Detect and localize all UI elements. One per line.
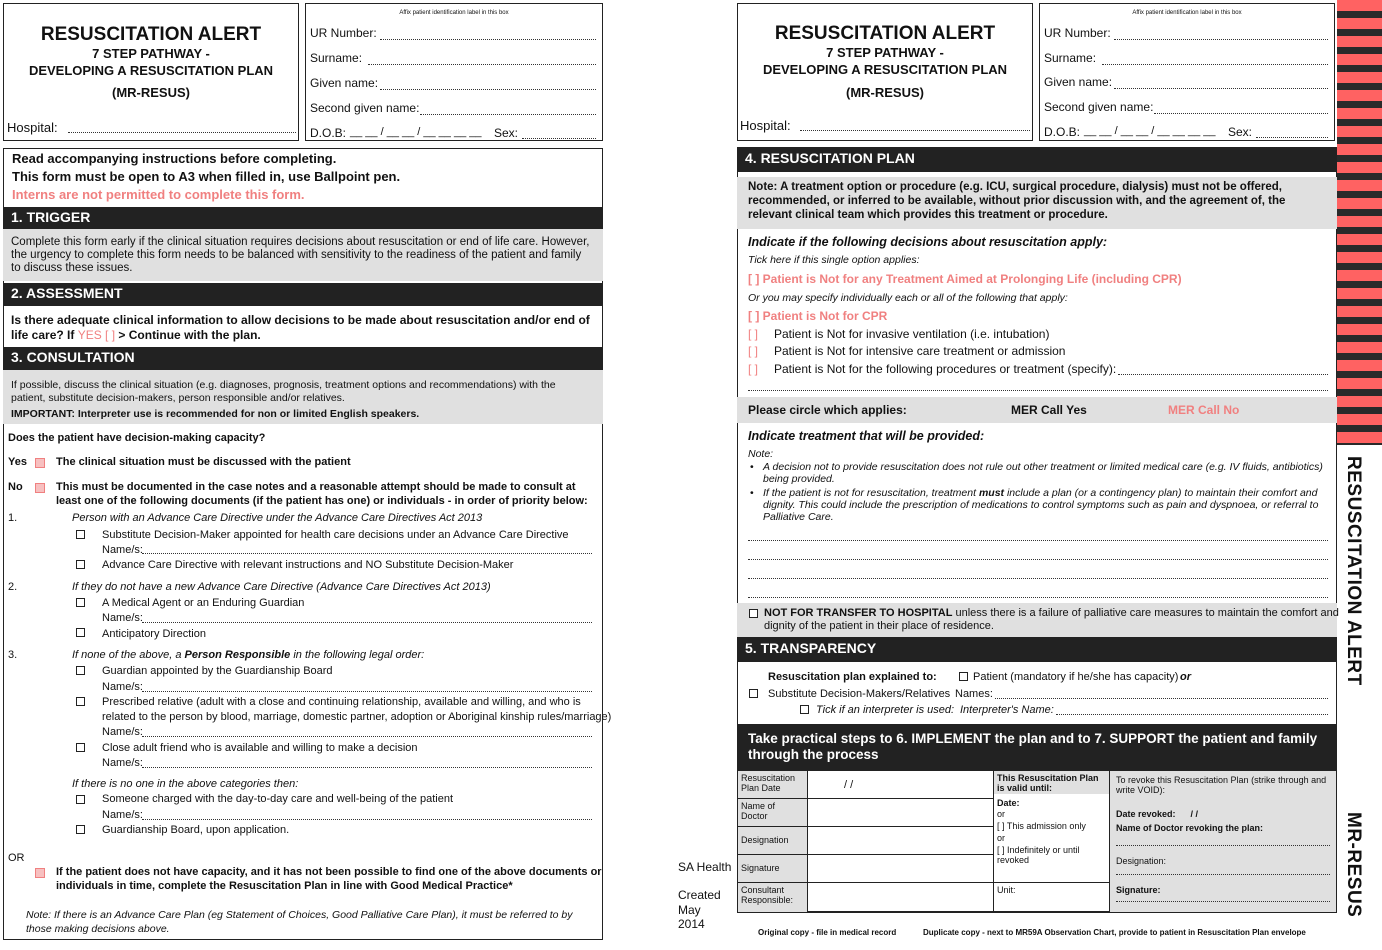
ventilation-bracket[interactable]: [ ] xyxy=(748,327,759,341)
revoke-signature-field[interactable] xyxy=(1116,895,1330,902)
ventilation-option: Patient is Not for invasive ventilation (i.e. intubation) xyxy=(774,327,1050,341)
implement-line-1: Take practical steps to 6. IMPLEMENT the plan and to 7. SUPPORT the patient and family xyxy=(748,731,1318,746)
good-medical-practice-checkbox[interactable] xyxy=(35,868,45,878)
no-text-2: least one of the following documents (if the patient has one) or individuals - in order of priority below: xyxy=(56,495,588,507)
given-name-field[interactable] xyxy=(380,89,596,90)
hospital-label: Hospital: xyxy=(740,118,791,133)
dob-label: D.O.B: xyxy=(310,126,347,140)
surname-label: Surname: xyxy=(1044,51,1097,65)
medical-agent-label: A Medical Agent or an Enduring Guardian xyxy=(102,597,305,609)
not-for-any-treatment-option[interactable]: [ ] Patient is Not for any Treatment Aimed at Prolonging Life (including CPR) xyxy=(748,272,1182,286)
assessment-question: Is there adequate clinical information to allow decisions to be made about resuscitation and/or end of xyxy=(11,313,590,327)
plan-date-separator: / / xyxy=(844,779,854,791)
form-subtitle: 7 STEP PATHWAY - xyxy=(826,45,944,60)
form-subtitle: 7 STEP PATHWAY - xyxy=(92,46,210,61)
sex-label: Sex: xyxy=(494,126,519,140)
or-label: or xyxy=(1180,671,1191,683)
date-revoked-row[interactable] xyxy=(1116,809,1330,819)
medical-agent-names-field[interactable] xyxy=(142,622,592,623)
surname-field[interactable] xyxy=(368,64,596,65)
sa-health-label: SA Health xyxy=(678,860,732,874)
bullet-2-part-1: If the patient is not for resuscitation, treatment xyxy=(763,487,979,499)
no-text-1: This must be documented in the case notes and a reasonable attempt should be made to consult at xyxy=(56,481,576,493)
intro-line-3: Interns are not permitted to complete this form. xyxy=(12,187,305,202)
valid-date-label: Date: xyxy=(997,798,1020,808)
this-admission-option[interactable]: [ ] This admission only xyxy=(997,821,1086,831)
hospital-field[interactable] xyxy=(800,130,1030,131)
doctor-name-field[interactable] xyxy=(808,799,994,827)
interpreter-name-label: Interpreter's Name: xyxy=(960,704,1054,716)
valid-until-cell[interactable] xyxy=(994,771,1110,883)
unit-label: Unit: xyxy=(997,885,1016,895)
decisions-heading: Indicate if the following decisions about resuscitation apply: xyxy=(748,235,1108,249)
not-for-transfer-checkbox[interactable] xyxy=(749,609,758,618)
treatment-line-3[interactable] xyxy=(748,578,1328,579)
day-to-day-carer-checkbox[interactable] xyxy=(76,795,85,804)
guardian-label: Guardian appointed by the Guardianship Board xyxy=(102,665,333,677)
sdm-names-field[interactable] xyxy=(995,698,1328,699)
acd-label: Advance Care Directive with relevant instructions and NO Substitute Decision-Maker xyxy=(102,559,514,571)
bullet-2-part-2: include a plan (or a contingency plan) to maintain their comfort and xyxy=(1004,487,1318,499)
gmp-text-2: individuals in time, complete the Resuscitation Plan in line with Good Medical Practice* xyxy=(56,880,513,892)
friend-names-field[interactable] xyxy=(142,767,592,768)
names-label: Names: xyxy=(955,688,993,700)
important-label: IMPORTANT: xyxy=(11,408,75,420)
prescribed-relative-label-2: related to the person by blood, marriage, domestic partner, adoption or Aboriginal kinship rules/marriage) xyxy=(102,711,612,723)
names-label: Name/s: xyxy=(102,726,143,738)
doctor-name-label: Name of Doctor xyxy=(738,799,808,827)
interpreter-name-field[interactable] xyxy=(1056,714,1328,715)
second-given-name-field[interactable] xyxy=(420,114,596,115)
doctor-revoking-label: Name of Doctor revoking the plan: xyxy=(1116,823,1264,833)
signature-label: Signature xyxy=(738,855,808,883)
dob-field[interactable]: __ __ / __ __ / __ __ __ __ xyxy=(350,126,482,138)
trigger-text: Complete this form early if the clinical situation requires decisions about resuscitation or end of life care. However, the urgency to complete this form needs to be balanced with sensitivity to the readiness of the patient and family to discuss these issues. xyxy=(11,236,590,274)
important-note xyxy=(11,408,419,421)
close-friend-checkbox[interactable] xyxy=(76,743,85,752)
surname-label: Surname: xyxy=(310,51,363,65)
carer-names-field[interactable] xyxy=(142,819,592,820)
no-label: No xyxy=(8,481,23,493)
anticipatory-direction-checkbox[interactable] xyxy=(76,628,85,637)
sex-field[interactable] xyxy=(1256,137,1328,138)
bullet-2-text-c: Palliative Care. xyxy=(763,511,834,523)
dob-field[interactable]: __ __ / __ __ / __ __ __ __ xyxy=(1084,125,1216,137)
intro-line-2: This form must be open to A3 when filled in, use Ballpoint pen. xyxy=(12,169,401,184)
date-revoked-separator: / / xyxy=(1190,809,1199,819)
anticipatory-direction-label: Anticipatory Direction xyxy=(102,628,206,640)
plan-note-2: recommended, or inferred to be available, without prior discussion with, and the agreement of, the xyxy=(748,195,1286,207)
not-for-cpr-option[interactable]: [ ] Patient is Not for CPR xyxy=(748,309,888,323)
yes-capacity-checkbox[interactable] xyxy=(35,458,45,468)
plan-heading: 4. RESUSCITATION PLAN xyxy=(737,147,1337,172)
icu-option: Patient is Not for intensive care treatment or admission xyxy=(774,344,1066,358)
patient-label-box[interactable] xyxy=(305,3,603,141)
sdm-names-field[interactable] xyxy=(142,553,592,554)
or-label: OR xyxy=(8,852,25,864)
priority-1-number: 1. xyxy=(8,512,18,524)
yes-label: Yes xyxy=(8,456,27,468)
person-responsible: Person Responsible xyxy=(184,649,291,661)
interpreter-tick-label: Tick if an interpreter is used: xyxy=(816,704,955,716)
revoke-designation-field[interactable] xyxy=(1116,866,1330,875)
not-for-transfer-text-2: dignity of the patient in their place of residence. xyxy=(764,620,994,632)
treatment-heading: Indicate treatment that will be provided: xyxy=(748,429,985,443)
priority-3-text-a: If none of the above, a xyxy=(72,649,185,661)
trigger-heading: 1. TRIGGER xyxy=(3,207,603,229)
important-text: Interpreter use is recommended for non or limited English speakers. xyxy=(74,408,420,420)
names-label: Name/s: xyxy=(102,681,143,693)
explained-label: Resuscitation plan explained to: xyxy=(768,671,937,683)
prescribed-relative-label: Prescribed relative (adult with a close and continuing relationship, available and willing, and who is xyxy=(102,696,581,708)
side-stripe xyxy=(1337,0,1382,445)
guardian-checkbox[interactable] xyxy=(76,666,85,675)
form-subtitle: DEVELOPING A RESUSCITATION PLAN xyxy=(28,63,274,78)
bullet-2-must: must xyxy=(978,487,1005,499)
transparency-heading: 5. TRANSPARENCY xyxy=(737,637,1337,662)
created-label: Created xyxy=(678,888,721,902)
form-code: (MR-RESUS) xyxy=(846,85,924,100)
hospital-label: Hospital: xyxy=(7,120,58,135)
close-friend-label: Close adult friend who is available and willing to make a decision xyxy=(102,742,418,754)
guardianship-board-checkbox[interactable] xyxy=(76,825,85,834)
mer-call-yes[interactable]: MER Call Yes xyxy=(1011,403,1087,417)
right-title-box xyxy=(737,3,1033,141)
dob-label: D.O.B: xyxy=(1044,125,1081,139)
created-month: May xyxy=(678,903,701,917)
designation-field[interactable] xyxy=(808,827,994,855)
created-year: 2014 xyxy=(678,917,705,931)
patient-explained-label: Patient (mandatory if he/she has capacity) xyxy=(973,671,1179,683)
second-given-name-label: Second given name: xyxy=(1044,100,1154,114)
sex-field[interactable] xyxy=(522,138,596,139)
assessment-heading: 2. ASSESSMENT xyxy=(3,283,603,306)
doctor-revoking-field[interactable] xyxy=(1116,833,1330,846)
bullet-1: • xyxy=(750,461,754,473)
tick-single-label: Tick here if this single option applies: xyxy=(748,254,920,266)
procedures-bracket[interactable]: [ ] xyxy=(748,362,759,376)
patient-explained-checkbox[interactable] xyxy=(959,672,968,681)
revoke-cell[interactable] xyxy=(1110,771,1337,913)
plan-note-3: relevant clinical team which provides this treatment or procedure. xyxy=(748,209,1108,221)
icu-bracket[interactable]: [ ] xyxy=(748,344,759,358)
date-revoked-label: Date revoked: xyxy=(1116,809,1176,819)
treatment-line-1[interactable] xyxy=(748,540,1328,541)
priority-1-heading: Person with an Advance Care Directive under the Advance Care Directives Act 2013 xyxy=(72,512,483,524)
names-label: Name/s: xyxy=(102,612,143,624)
assessment-continue-text: > Continue with the plan. xyxy=(115,328,261,342)
day-to-day-carer-label: Someone charged with the day-to-day care and well-being of the patient xyxy=(102,793,453,805)
implement-heading xyxy=(737,724,1337,770)
not-for-transfer-rest: unless there is a failure of palliative care measures to maintain the comfort and xyxy=(952,607,1339,619)
designation-label: Designation xyxy=(738,827,808,855)
no-capacity-checkbox[interactable] xyxy=(35,483,45,493)
treatment-line-4[interactable] xyxy=(748,597,1328,598)
intro-line-1: Read accompanying instructions before completing. xyxy=(12,151,337,166)
second-given-name-field[interactable] xyxy=(1154,113,1328,114)
priority-2-number: 2. xyxy=(8,581,18,593)
or-specify-label: Or you may specify individually each or all of the following that apply: xyxy=(748,292,1068,304)
affix-note: Affix patient identification label in this box xyxy=(399,10,509,16)
prescribed-relative-checkbox[interactable] xyxy=(76,697,85,706)
hospital-field[interactable] xyxy=(68,132,296,133)
ur-number-label: UR Number: xyxy=(1044,26,1111,40)
revoke-designation-label: Designation: xyxy=(1116,856,1167,866)
given-name-label: Given name: xyxy=(1044,75,1113,89)
gmp-text-1: If the patient does not have capacity, and it has not been possible to find one of the above documents or xyxy=(56,866,602,878)
valid-until-heading: This Resuscitation Plan is valid until: xyxy=(994,771,1109,794)
guardian-names-field[interactable] xyxy=(142,691,592,692)
bullet-2: • xyxy=(750,487,754,499)
side-alert-label: RESUSCITATION ALERT xyxy=(1343,456,1364,686)
circle-label: Please circle which applies: xyxy=(748,403,907,417)
given-name-field[interactable] xyxy=(1114,88,1328,89)
duplicate-copy-note: Duplicate copy - next to MR59A Observation Chart, provide to patient in Resuscitation Plan envelope xyxy=(923,928,1306,937)
left-title-box xyxy=(3,3,299,141)
sdm-explained-label: Substitute Decision-Makers/Relatives xyxy=(768,688,951,700)
patient-label-box[interactable] xyxy=(1039,3,1335,141)
interpreter-checkbox[interactable] xyxy=(800,705,809,714)
consultation-heading: 3. CONSULTATION xyxy=(3,347,603,370)
indefinitely-option[interactable]: [ ] Indefinitely or until revoked xyxy=(997,845,1080,865)
valid-or-2: or xyxy=(997,833,1006,843)
ur-number-label: UR Number: xyxy=(310,26,377,40)
guardianship-board-label: Guardianship Board, upon application. xyxy=(102,824,290,836)
capacity-question: Does the patient have decision-making capacity? xyxy=(8,432,266,444)
second-given-name-label: Second given name: xyxy=(310,101,420,115)
mer-call-no[interactable]: MER Call No xyxy=(1168,403,1240,417)
plan-note-1: Note: A treatment option or procedure (e.g. ICU, surgical procedure, dialysis) must not be offered, xyxy=(748,181,1282,193)
assessment-yes-checkbox[interactable]: YES [ ] xyxy=(77,328,116,342)
form-title: RESUSCITATION ALERT xyxy=(40,24,262,45)
names-label: Name/s: xyxy=(102,757,143,769)
medical-agent-checkbox[interactable] xyxy=(76,598,85,607)
acp-note-1: Note: If there is an Advance Care Plan (eg Statement of Choices, Good Palliative Care Plan), it must be referred to by xyxy=(26,909,573,921)
sdm-label: Substitute Decision-Maker appointed for health care decisions under an Advance Care Directive xyxy=(102,529,569,541)
consultant-field[interactable] xyxy=(808,883,994,913)
form-code: (MR-RESUS) xyxy=(112,85,190,100)
no-one-heading: If there is no one in the above categories then: xyxy=(72,778,299,790)
priority-2-heading: If they do not have a new Advance Care Directive (Advance Care Directives Act 2013) xyxy=(72,581,491,593)
assessment-life-care: life care? If xyxy=(11,328,78,342)
sex-label: Sex: xyxy=(1228,125,1253,139)
affix-note: Affix patient identification label in this box xyxy=(1132,10,1242,16)
relative-names-field[interactable] xyxy=(142,736,592,737)
not-for-transfer-text-1 xyxy=(764,607,1339,620)
side-code-label: MR-RESUS xyxy=(1343,812,1364,918)
plan-date-field[interactable] xyxy=(808,771,994,799)
given-name-label: Given name: xyxy=(310,76,379,90)
form-subtitle: DEVELOPING A RESUSCITATION PLAN xyxy=(762,62,1008,77)
acp-note-2: those making decisions above. xyxy=(26,923,170,935)
sdm-explained-checkbox[interactable] xyxy=(749,689,758,698)
consultation-text: If possible, discuss the clinical situation (e.g. diagnoses, prognosis, treatment options and recommendations) with the patient, substitute decision-makers, person responsible and/or relatives. xyxy=(11,379,556,404)
yes-text: The clinical situation must be discussed with the patient xyxy=(56,456,351,468)
procedures-field[interactable] xyxy=(1118,374,1328,375)
signature-field[interactable] xyxy=(808,855,994,883)
procedures-option: Patient is Not for the following procedures or treatment (specify): xyxy=(774,362,1117,376)
names-label: Name/s: xyxy=(102,544,143,556)
valid-or-1: or xyxy=(997,809,1006,819)
treatment-line-2[interactable] xyxy=(748,559,1328,560)
treatment-note-label: Note: xyxy=(748,448,774,460)
consultant-label: Consultant Responsible: xyxy=(738,883,808,913)
bullet-1-text-b: being provided. xyxy=(763,473,835,485)
bullet-2-text-b: dignity. This could include the prescription of medications to control symptoms such as pain and dyspnoea, or referral to xyxy=(763,499,1319,511)
plan-date-label: Resuscitation Plan Date xyxy=(738,771,808,799)
acd-checkbox[interactable] xyxy=(76,560,85,569)
procedures-field-2[interactable] xyxy=(748,390,1328,391)
surname-field[interactable] xyxy=(1102,64,1328,65)
bullet-1-text-a: A decision not to provide resuscitation does not rule out other treatment or limited medical care (e.g. IV fluids, antibiotics) xyxy=(763,461,1323,473)
form-title: RESUSCITATION ALERT xyxy=(774,23,996,44)
signature-table xyxy=(737,770,1337,913)
assessment-continue xyxy=(11,328,261,342)
priority-3-heading xyxy=(72,649,424,662)
priority-3-text-c: in the following legal order: xyxy=(290,649,425,661)
priority-3-number: 3. xyxy=(8,649,18,661)
revoke-signature-label: Signature: xyxy=(1116,885,1161,895)
original-copy-note: Original copy - file in medical record xyxy=(758,928,897,937)
ur-number-field[interactable] xyxy=(1114,39,1328,40)
revoke-instructions: To revoke this Resuscitation Plan (strike through and write VOID): xyxy=(1116,775,1327,795)
sdm-checkbox[interactable] xyxy=(76,530,85,539)
not-for-transfer-bold: NOT FOR TRANSFER TO HOSPITAL xyxy=(764,607,953,619)
names-label: Name/s: xyxy=(102,809,143,821)
unit-field[interactable] xyxy=(994,883,1110,913)
implement-line-2: through the process xyxy=(748,747,879,762)
ur-number-field[interactable] xyxy=(380,39,596,40)
